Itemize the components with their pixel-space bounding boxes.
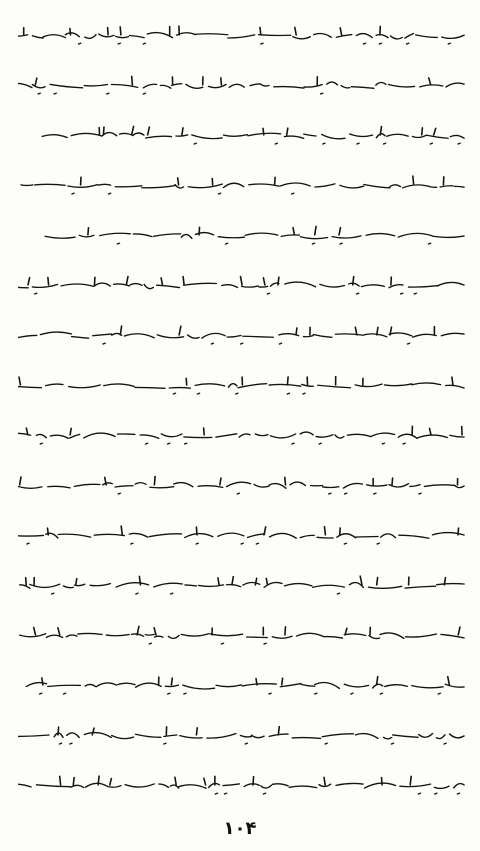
page-number: ۱۰۴ bbox=[223, 818, 257, 839]
handwritten-line bbox=[18, 160, 468, 210]
handwritten-line bbox=[18, 10, 468, 60]
handwritten-line bbox=[18, 460, 468, 510]
handwritten-line bbox=[18, 210, 468, 260]
handwritten-line bbox=[18, 610, 468, 660]
handwritten-line bbox=[18, 110, 468, 160]
handwritten-line bbox=[18, 260, 468, 310]
handwritten-line bbox=[18, 510, 468, 560]
manuscript-text-block bbox=[18, 10, 468, 810]
handwritten-line bbox=[18, 410, 468, 460]
handwritten-line bbox=[18, 660, 468, 710]
handwritten-line bbox=[18, 60, 468, 110]
handwritten-line bbox=[18, 710, 468, 760]
handwritten-line bbox=[18, 310, 468, 360]
handwritten-line bbox=[18, 760, 468, 810]
handwritten-line bbox=[18, 360, 468, 410]
handwritten-line bbox=[18, 560, 468, 610]
